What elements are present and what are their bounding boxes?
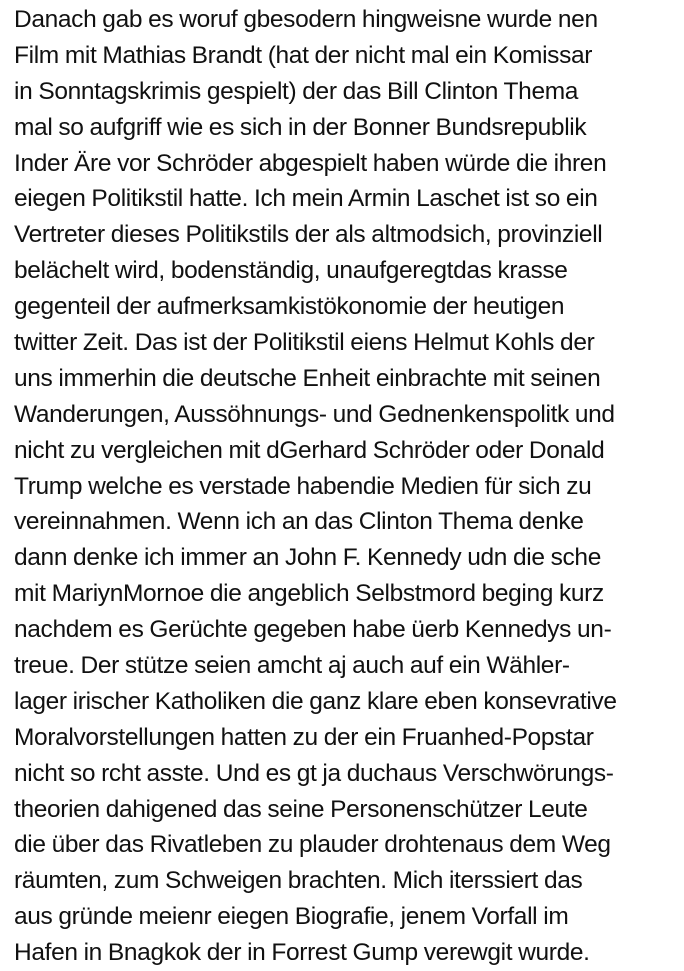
body-text	[14, 2, 682, 971]
text-line: nachdem es Gerüchte gegeben habe üerb Kennedys un-	[14, 616, 612, 644]
text-line: räumten, zum Schweigen brachten. Mich iterssiert das	[14, 867, 583, 895]
text-line: Inder Äre vor Schröder abgespielt haben würde die ihren	[14, 149, 607, 177]
text-line: Wanderungen, Aussöhnungs- und Gednenkenspolitk und	[14, 400, 615, 428]
text-line: mit MariynMornoe die angeblich Selbstmord beging kurz	[14, 580, 604, 608]
text-line: dann denke ich immer an John F. Kennedy udn die sche	[14, 544, 601, 572]
text-line: uns immerhin die deutsche Enheit einbrachte mit seinen	[14, 364, 601, 392]
text-line: theorien dahigened das seine Personenschützer Leute	[14, 795, 588, 823]
text-line: twitter Zeit. Das ist der Politikstil eiens Helmut Kohls der	[14, 329, 595, 357]
text-line: Film mit Mathias Brandt (hat der nicht mal ein Komissar	[14, 41, 593, 69]
text-line: Hafen in Bnagkok der in Forrest Gump verewgit wurde.	[14, 939, 590, 967]
text-line: nicht zu vergleichen mit dGerhard Schröder oder Donald	[14, 436, 605, 464]
text-line: die über das Rivatleben zu plauder drohtenaus dem Weg	[14, 831, 611, 859]
text-line: mal so aufgriff wie es sich in der Bonner Bundsrepublik	[14, 113, 587, 141]
text-line: Vertreter dieses Politikstils der als altmodsich, provinziell	[14, 221, 603, 249]
text-line: in Sonntagskrimis gespielt) der das Bill Clinton Thema	[14, 77, 579, 105]
text-line: belächelt wird, bodenständig, unaufgeregtdas krasse	[14, 257, 568, 285]
text-line: Moralvorstellungen hatten zu der ein Fruanhed-Popstar	[14, 723, 594, 751]
text-line: aus gründe meienr eiegen Biografie, jenem Vorfall im	[14, 903, 569, 931]
text-line: eiegen Politikstil hatte. Ich mein Armin Laschet ist so ein	[14, 185, 598, 213]
text-line: lager irischer Katholiken die ganz klare eben konsevrative	[14, 687, 617, 715]
text-line: Danach gab es woruf gbesodern hingweisne wurde nen	[14, 6, 598, 33]
text-line: gegenteil der aufmerksamkistökonomie der heutigen	[14, 293, 565, 321]
text-line: treue. Der stütze seien amcht aj auch auf ein Wähler-	[14, 652, 570, 680]
text-line: Trump welche es verstade habendie Medien für sich zu	[14, 472, 592, 500]
text-line: vereinnahmen. Wenn ich an das Clinton Thema denke	[14, 508, 584, 536]
text-line: nicht so rcht asste. Und es gt ja duchaus Verschwörungs-	[14, 759, 614, 787]
